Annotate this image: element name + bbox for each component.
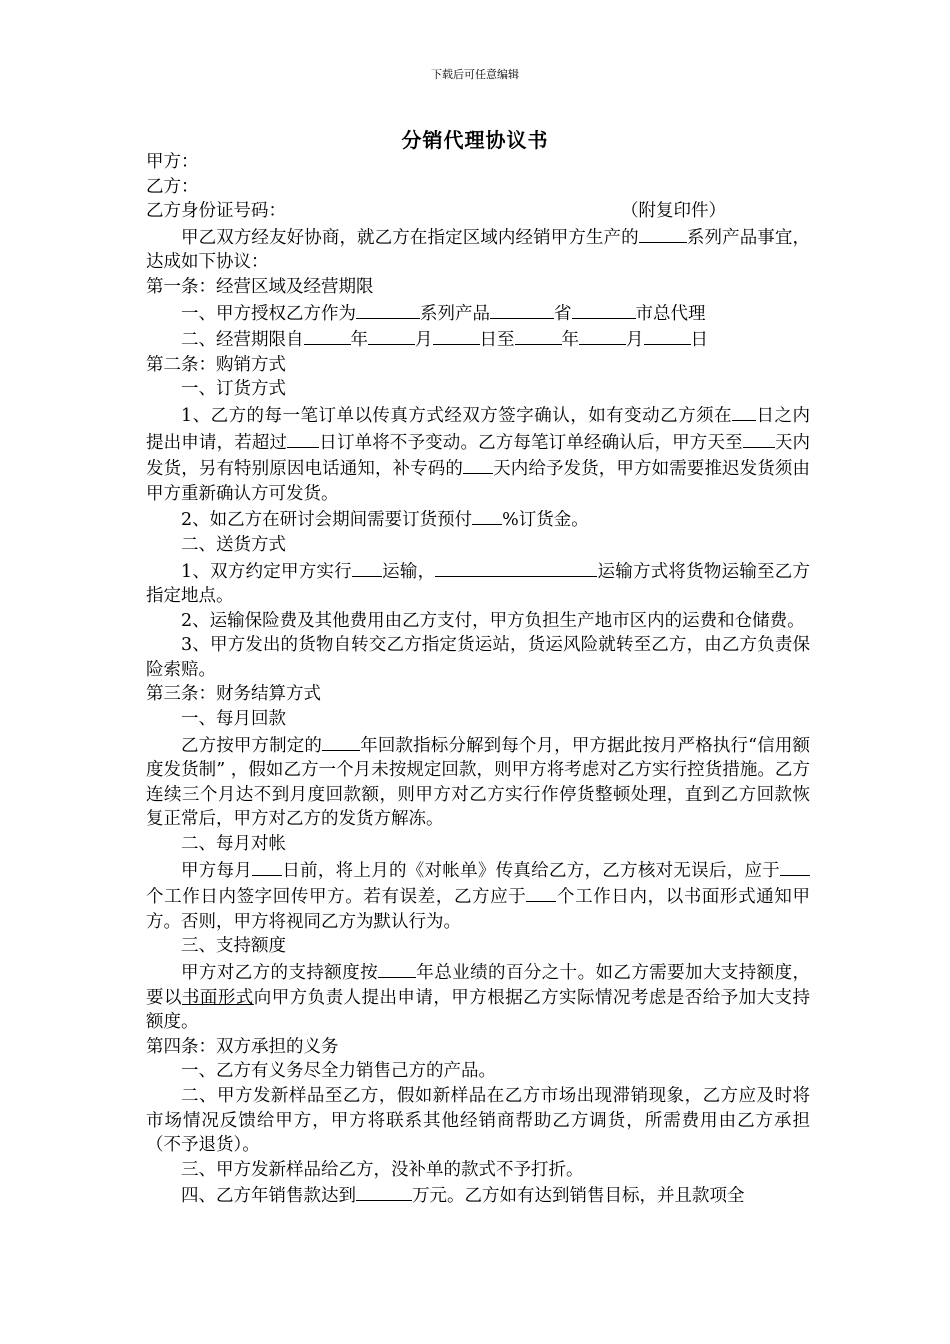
- blank-field: [378, 959, 416, 978]
- article-4-paragraph-2: 二、甲方发新样品至乙方，假如新样品在乙方市场出现滞销现象，乙方应及时将市场情况反馈给甲方，甲方将联系其他经销商帮助乙方调货，所需费用由乙方承担（不予退货）。: [146, 1085, 810, 1156]
- blank-field: [490, 300, 554, 319]
- article-2-paragraph-3: 1、双方约定甲方实行 运输， 运输方式将货物运输至乙方指定地点。: [146, 558, 810, 609]
- page-header: 下载后可任意编辑: [431, 68, 519, 81]
- blank-field: [639, 224, 687, 243]
- document-title: 分销代理协议书: [401, 128, 549, 152]
- article-1-item-1: 一、甲方授权乙方作为 系列产品 省 市总代理: [146, 300, 810, 327]
- blank-field: [579, 326, 626, 345]
- party-a-line: 甲方：: [146, 152, 199, 172]
- article-3-section-1: 一、每月回款: [181, 709, 286, 730]
- blank-field: [526, 883, 556, 902]
- blank-field: [252, 857, 282, 876]
- id-label: 乙方身份证号码：: [146, 201, 286, 222]
- article-2-paragraph-2: 2、如乙方在研讨会期间需要订货预付 %订货金。: [146, 506, 810, 533]
- article-1-title: 第一条：经营区域及经营期限: [146, 276, 374, 297]
- article-2-paragraph-5: 3、甲方发出的货物自转交乙方指定货运站，货运风险就转至乙方，由乙方负责保险索赔。: [146, 635, 810, 680]
- article-2-section-2: 二、送货方式: [181, 534, 286, 555]
- article-4-paragraph-1: 一、乙方有义务尽全力销售己方的产品。: [181, 1061, 496, 1082]
- article-3-paragraph-3: 甲方对乙方的支持额度按 年总业绩的百分之十。如乙方需要加大支持额度，要以书面形式向甲方负责人提出申请，甲方根据乙方实际情况考虑是否给予加大支持额度。: [146, 959, 810, 1035]
- blank-field: [780, 857, 810, 876]
- article-3-paragraph-1: 乙方按甲方制定的 年回款指标分解到每个月，甲方据此按月严格执行“信用额度发货制” ，假如乙方一个月未按规定回款，则甲方将考虑对乙方实行控货措施。乙方连续三个月达不到月度回款额，则甲方对乙方实行作停货整顿处理，直到乙方回款恢复正常后，甲方对乙方的发货方解冻。: [146, 732, 810, 832]
- blank-field: [572, 300, 636, 319]
- blank-field: [287, 429, 319, 448]
- blank-field: [352, 558, 382, 577]
- intro-paragraph: 甲乙双方经友好协商，就乙方在指定区域内经销甲方生产的 系列产品事宜，达成如下协议：: [146, 224, 810, 275]
- article-2-section-1: 一、订货方式: [181, 379, 286, 400]
- article-2-paragraph-4: 2、运输保险费及其他费用由乙方支付，甲方负担生产地市区内的运费和仓储费。: [181, 610, 805, 631]
- blank-field: [356, 300, 420, 319]
- blank-field: [472, 506, 502, 525]
- blank-field: [433, 326, 480, 345]
- article-1-item-2: 二、经营期限自 年 月 日至 年 月 日: [146, 326, 810, 353]
- article-3-section-2: 二、每月对帐: [181, 834, 286, 855]
- blank-field: [435, 558, 597, 577]
- blank-field: [304, 326, 351, 345]
- article-3-paragraph-2: 甲方每月 日前，将上月的《对帐单》传真给乙方，乙方核对无误后，应于个工作日内签字回传甲方。若有误差，乙方应于 个工作日内，以书面形式通知甲方。否则，甲方将视同乙方为默认行为。: [146, 857, 810, 935]
- underlined-text: 书面形式: [181, 987, 254, 1008]
- document-body: [146, 150, 810, 1209]
- blank-field: [644, 326, 691, 345]
- article-3-title: 第三条：财务结算方式: [146, 684, 321, 705]
- blank-field: [463, 455, 493, 474]
- blank-field: [368, 326, 415, 345]
- id-number-line: [146, 199, 810, 224]
- article-3-section-3: 三、支持额度: [181, 936, 286, 957]
- article-4-paragraph-3: 三、甲方发新样品给乙方，没补单的款式不予打折。: [181, 1159, 584, 1180]
- blank-field: [322, 732, 360, 751]
- article-2-paragraph-1: 1、乙方的每一笔订单以传真方式经双方签字确认，如有变动乙方须在 日之内提出申请，若超过 日订单将不予变动。乙方每笔订单经确认后，甲方天至 天内发货，另有特别原因电话通知，补专码的 天内给予发货，甲方如需要推迟发货须由甲方重新确认方可发货。: [146, 402, 810, 506]
- article-4-title: 第四条：双方承担的义务: [146, 1036, 339, 1057]
- blank-field: [732, 402, 756, 421]
- article-4-paragraph-4: 四、乙方年销售款达到 万元。乙方如有达到销售目标，并且款项全: [146, 1182, 810, 1209]
- blank-field: [743, 429, 775, 448]
- blank-field: [356, 1182, 412, 1201]
- party-b-line: 乙方：: [146, 176, 199, 197]
- id-note: （附复印件）: [621, 201, 726, 222]
- blank-field: [515, 326, 562, 345]
- article-2-title: 第二条：购销方式: [146, 354, 286, 375]
